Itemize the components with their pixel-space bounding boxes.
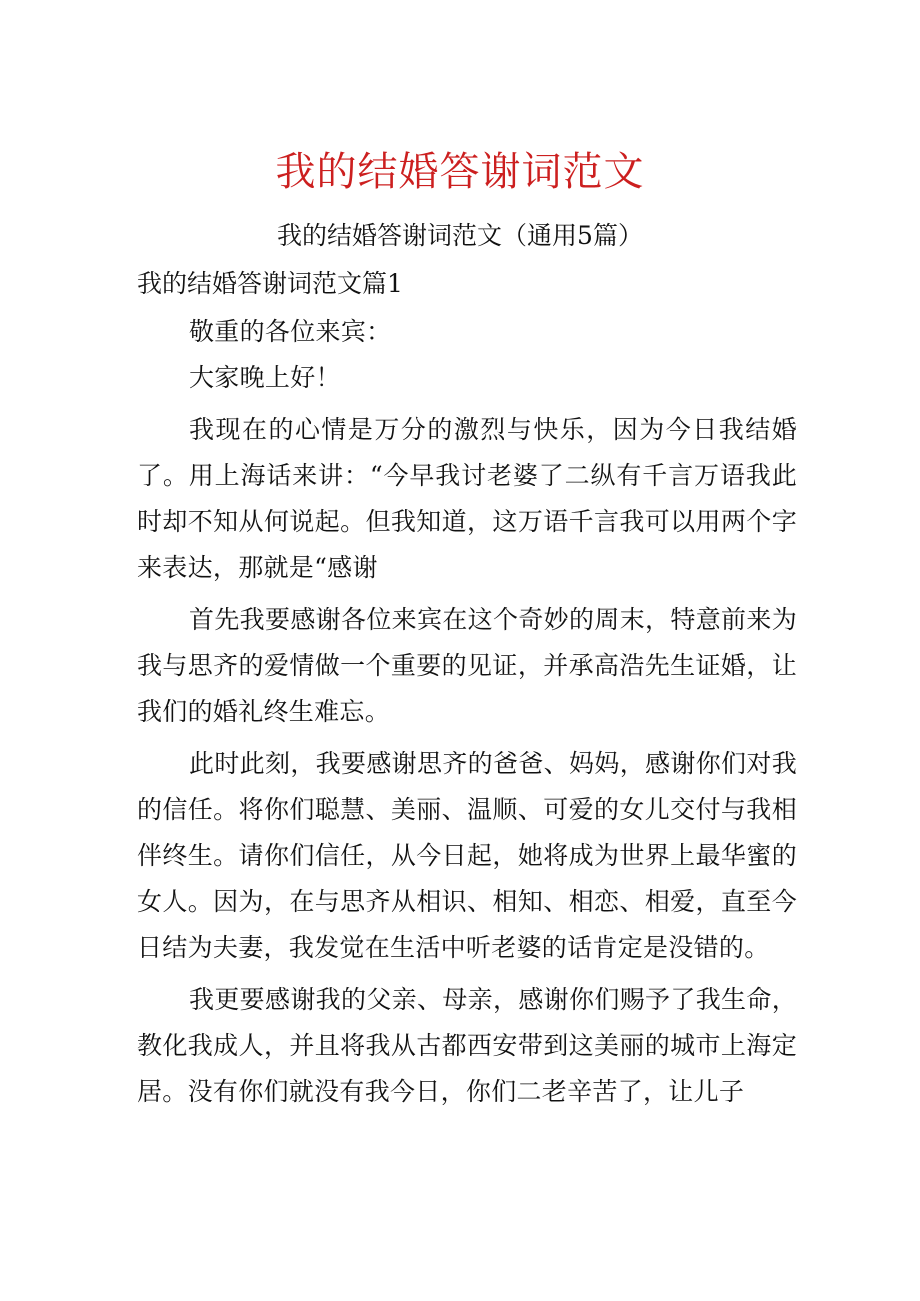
document-subtitle: 我的结婚答谢词范文（通用5篇） (277, 221, 643, 250)
paragraph-body: 我现在的心情是万分的激烈与快乐，因为今日我结婚了。用上海话来讲：“今早我讨老婆了二纵有千言万语我此时却不知从何说起。但我知道，这万语千言我可以用两个字来表达，那就是“感谢 (137, 415, 797, 582)
paragraph-body: 首先我要感谢各位来宾在这个奇妙的周末，特意前来为我与思齐的爱情做一个重要的见证，并承高浩先生证婚，让我们的婚礼终生难忘。 (137, 605, 797, 726)
paragraph-greeting: 敬重的各位来宾： (189, 317, 392, 346)
document-body (137, 309, 797, 1115)
paragraph-salutation: 大家晚上好！ (189, 363, 341, 392)
document-title: 我的结婚答谢词范文 (275, 149, 645, 195)
section-heading: 我的结婚答谢词范文篇1 (137, 269, 403, 298)
paragraph-body: 我更要感谢我的父亲、母亲，感谢你们赐予了我生命，教化我成人，并且将我从古都西安带到这美丽的城市上海定居。没有你们就没有我今日，你们二老辛苦了，让儿子 (137, 985, 797, 1106)
paragraph-body: 此时此刻，我要感谢思齐的爸爸、妈妈，感谢你们对我的信任。将你们聪慧、美丽、温顺、可爱的女儿交付与我相伴终生。请你们信任，从今日起，她将成为世界上最华蜜的女人。因为，在与思齐从相识、相知、相恋、相爱，直至今日结为夫妻，我发觉在生活中听老婆的话肯定是没错的。 (137, 749, 797, 962)
